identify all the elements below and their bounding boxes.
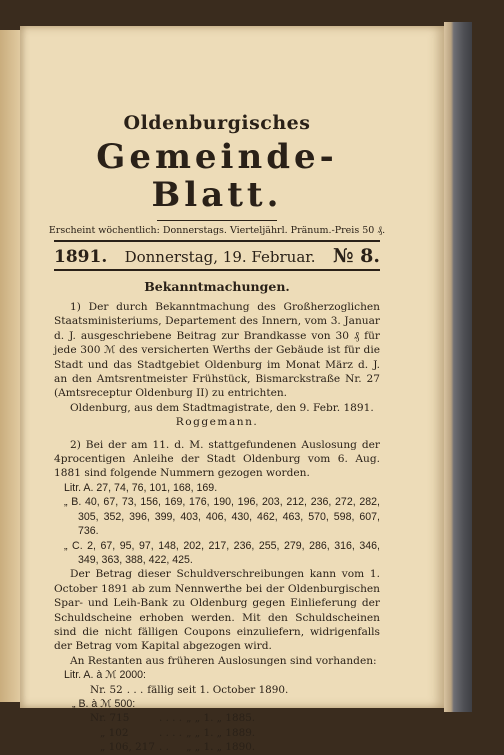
notice-2: 2) Bei der am 11. d. M. stattgefundenen Auslosung der 4procentigen Anleihe der Stadt Oldenburg vom 6. Aug. 1881 sind folgende Nummern gezogen worden. (54, 438, 380, 480)
table-row: „ 106, 217 . . „ „ 1. „ 1890. (100, 741, 256, 754)
rule-bottom (54, 269, 380, 271)
newspaper-page (20, 26, 444, 754)
remnants-intro: An Restanten aus früheren Auslosungen sind vorhanden: (70, 654, 377, 667)
rule-top (54, 240, 380, 242)
remnants-b-table (90, 711, 259, 754)
page-content (48, 84, 386, 755)
remnants-a: Litr. A. à ℳ 2000: (64, 669, 147, 682)
notice-1-name: Roggemann. (175, 416, 259, 429)
litr-c: „ C. 2, 67, 95, 97, 148, 202, 217, 236, 255, 279, 286, 316, 346, 349, 363, 388, 422, 425. (64, 539, 380, 566)
book-spine (444, 22, 472, 712)
masthead-title: Gemeinde-Blatt. (96, 137, 338, 215)
notice-1-sign: Oldenburg, aus dem Stadtmagistrate, den 9. Febr. 1891. (70, 401, 374, 414)
notice-1: 1) Der durch Bekanntmachung des Großherzoglichen Staatsministeriums, Departement des Innern, vom 3. Januar d. J. ausgeschriebene Beitrag zur Brandkasse von 30 ₰ für jede 300 ℳ des versicherten Werths der Gebäude ist für die Stadt und das Stadtgebiet Oldenburg im Monat März d. J. an den Amtsrentmeister Frühstück, Bismarckstraße Nr. 27 (Amtsreceptur Oldenburg II) zu entrichten. (54, 301, 380, 400)
issue-number: № 8. (332, 245, 380, 267)
table-row: Nr. 715 . . . . „ „ 1. „ 1885. (90, 712, 256, 725)
litr-a: Litr. A. 27, 74, 76, 101, 168, 169. (64, 481, 218, 494)
masthead-line1: Oldenburgisches (123, 112, 311, 134)
remnants-b: „ B. à ℳ 500: (72, 697, 136, 710)
title-rule (157, 220, 277, 221)
issue-year: 1891. (54, 247, 108, 267)
remnants-a-table (90, 683, 292, 697)
section-heading: Bekanntmachungen. (144, 279, 290, 294)
notice-2-terms: Der Betrag dieser Schuldverschreibungen kann vom 1. October 1891 ab zum Nennwerthe bei der Oldenburgischen Spar- und Leih-Bank zu Oldenburg gegen Einlieferung der Schuldscheine erhoben werden. Mit den Schuldscheinen sind die nicht fälligen Coupons einzuliefern, widrigenfalls der Betrag vom Kapital abgezogen wird. (54, 568, 380, 653)
issue-date: Donnerstag, 19. Februar. (124, 248, 316, 266)
table-row: Nr. 52 . . . fällig seit 1. October 1890. (90, 683, 289, 696)
dateline (54, 245, 380, 267)
table-row: „ 102 . . . . „ „ 1. „ 1889. (100, 726, 256, 739)
masthead-subtitle: Erscheint wöchentlich: Donnerstags. Vierteljährl. Pränum.-Preis 50 ₰. (48, 225, 386, 236)
litr-b: „ B. 40, 67, 73, 156, 169, 176, 190, 196, 203, 212, 236, 272, 282, 305, 352, 396, 399, 403, 406, 430, 462, 463, 570, 598, 607, 736. (64, 496, 380, 538)
